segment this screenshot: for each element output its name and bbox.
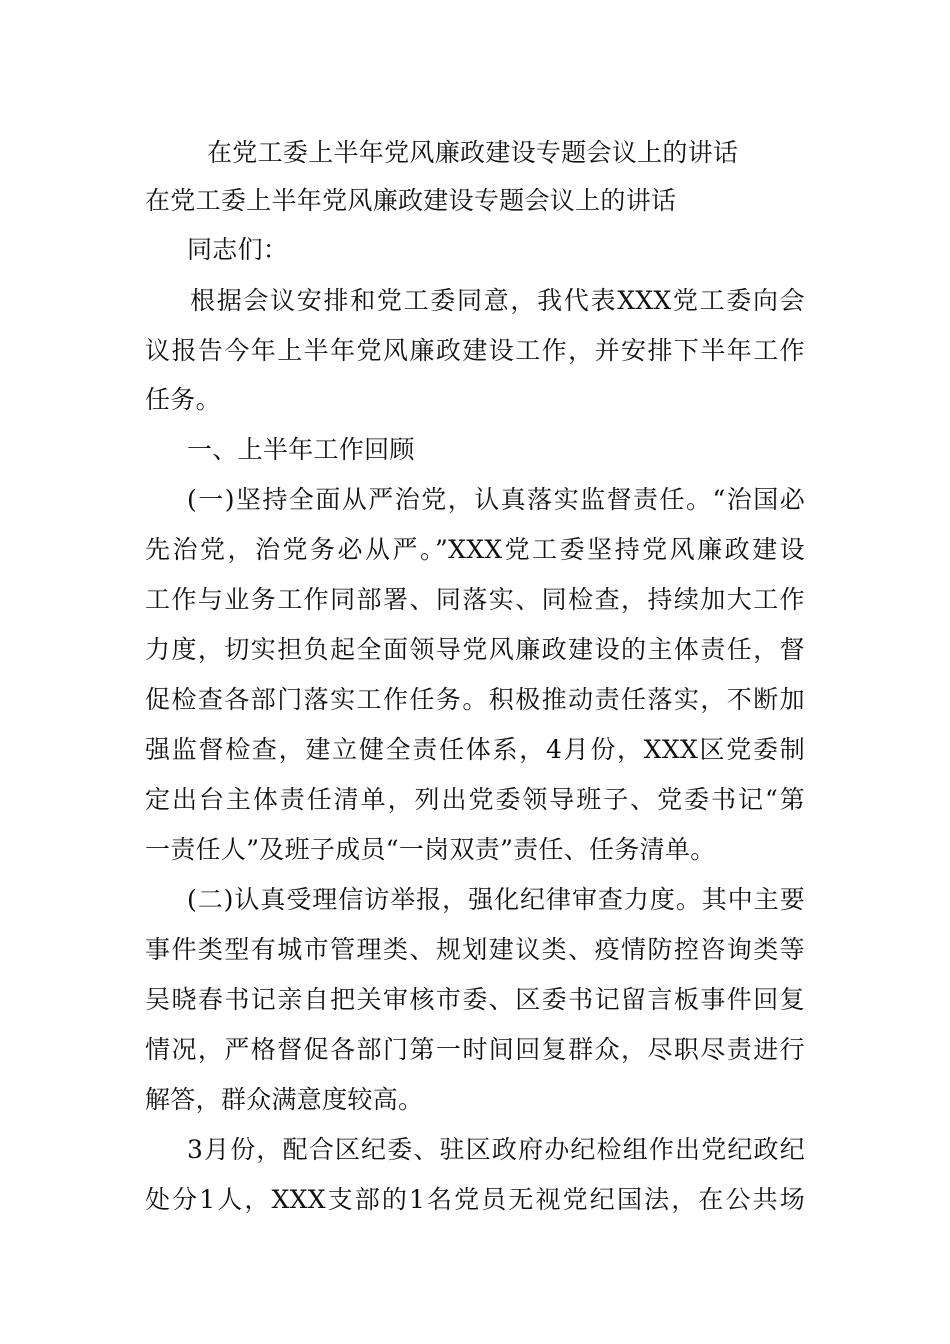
paragraph-line: 吴晓春书记亲自把关审核市委、区委书记留言板事件回复 bbox=[145, 985, 805, 1014]
paragraph-line: 解答，群众满意度较高。 bbox=[145, 1085, 424, 1114]
document-title-centered: 在党工委上半年党风廉政建设专题会议上的讲话 bbox=[207, 138, 739, 167]
paragraph-line: 一责任人”及班子成员“一岗双责”责任、任务清单。 bbox=[145, 835, 716, 864]
paragraph-line: 促检查各部门落实工作任务。积极推动责任落实，不断加 bbox=[145, 685, 805, 714]
paragraph-line: 根据会议安排和党工委同意，我代表XXX党工委向会 bbox=[190, 286, 805, 315]
paragraph-line: (二)认真受理信访举报，强化纪律审查力度。其中主要 bbox=[187, 885, 805, 914]
paragraph-line: 工作与业务工作同部署、同落实、同检查，持续加大工作 bbox=[145, 585, 805, 614]
paragraph-line: 议报告今年上半年党风廉政建设工作，并安排下半年工作 bbox=[145, 336, 805, 365]
paragraph-line: 强监督检查，建立健全责任体系，4月份，XXX区党委制 bbox=[145, 735, 805, 764]
salutation: 同志们： bbox=[187, 235, 289, 264]
paragraph-line: 任务。 bbox=[145, 385, 221, 414]
paragraph-line: 定出台主体责任清单，列出党委领导班子、党委书记“第 bbox=[145, 785, 805, 814]
paragraph-line: 情况，严格督促各部门第一时间回复群众，尽职尽责进行 bbox=[145, 1035, 805, 1064]
paragraph-line: 先治党，治党务必从严。”XXX党工委坚持党风廉政建设 bbox=[145, 535, 805, 564]
paragraph-line: 事件类型有城市管理类、规划建议类、疫情防控咨询类等 bbox=[145, 935, 805, 964]
paragraph-line: 力度，切实担负起全面领导党风廉政建设的主体责任，督 bbox=[145, 635, 805, 664]
paragraph-line: (一)坚持全面从严治党，认真落实监督责任。“治国必 bbox=[187, 485, 805, 514]
paragraph-line: 3月份，配合区纪委、驻区政府办纪检组作出党纪政纪 bbox=[187, 1135, 805, 1164]
paragraph-line: 处分1人，XXX支部的1名党员无视党纪国法，在公共场 bbox=[145, 1185, 805, 1214]
section-heading: 一、上半年工作回顾 bbox=[187, 435, 415, 464]
document-title: 在党工委上半年党风廉政建设专题会议上的讲话 bbox=[145, 186, 677, 215]
